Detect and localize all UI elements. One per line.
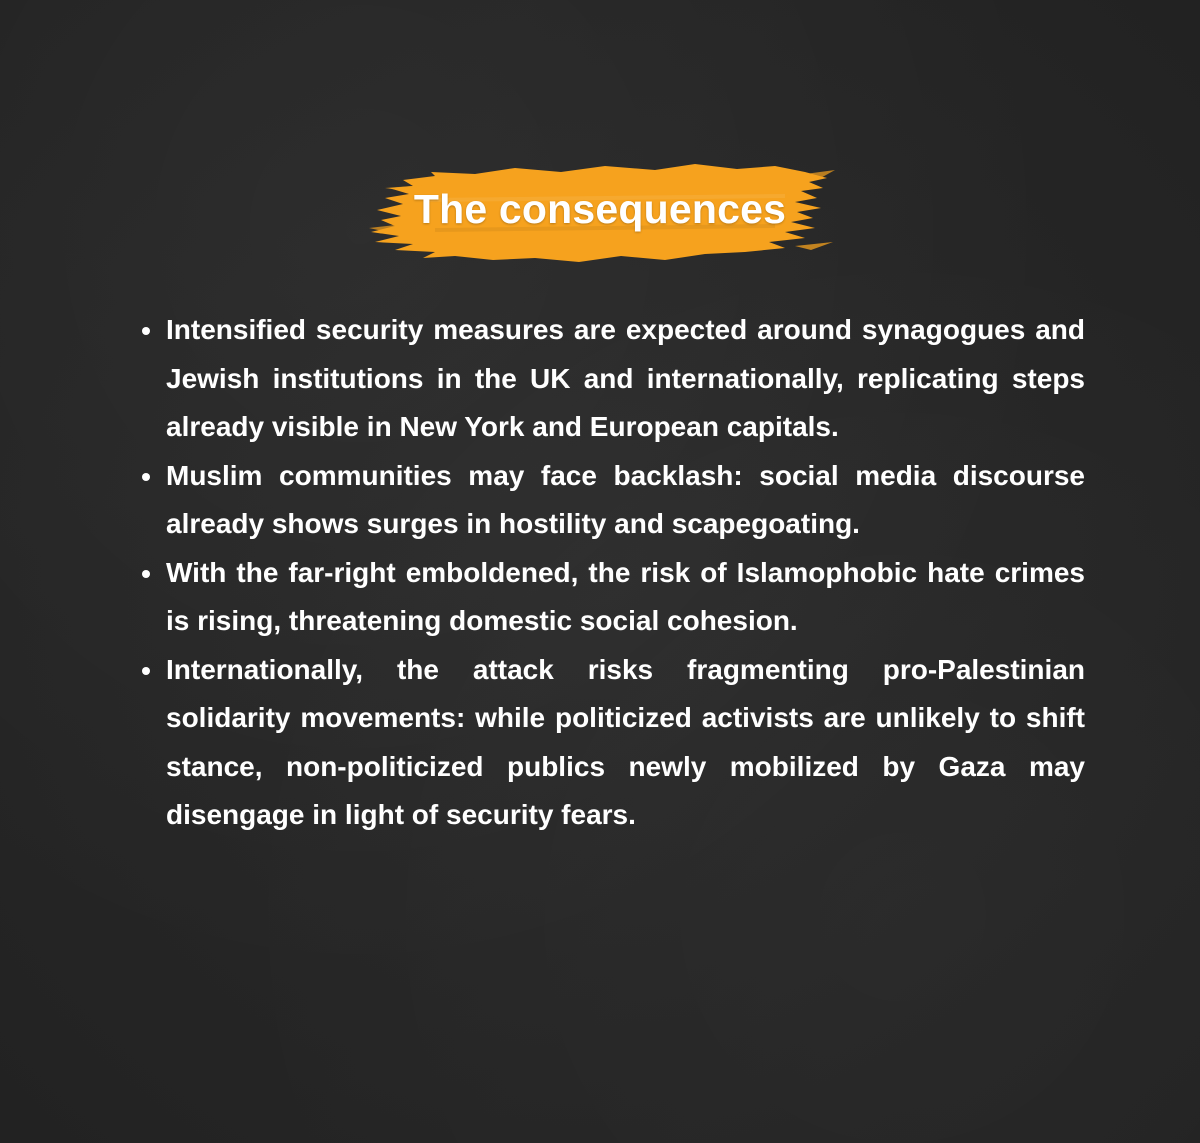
bullet-dot-icon — [142, 667, 150, 675]
list-item — [135, 549, 1085, 646]
page-title: The consequences — [413, 185, 787, 232]
bullet-dot-icon — [142, 327, 150, 335]
list-item-text: Muslim communities may face backlash: social media discourse already shows surges in hostility and scapegoating. — [166, 459, 1085, 539]
list-item — [135, 452, 1085, 549]
list-item — [135, 646, 1085, 840]
list-item — [135, 306, 1085, 452]
consequences-list — [135, 306, 1085, 840]
bullet-dot-icon — [142, 570, 150, 578]
bullet-dot-icon — [142, 473, 150, 481]
list-item-text: Internationally, the attack risks fragmenting pro-Palestinian solidarity movements: while politicized activists are unlikely to shift stance, non-politicized publics newly mobilized by Gaza may disengage in light of security fears. — [166, 653, 1085, 830]
heading-banner — [365, 158, 835, 268]
list-item-text: Intensified security measures are expected around synagogues and Jewish institutions in the UK and internationally, replicating steps already visible in New York and European capitals. — [166, 314, 1085, 442]
list-item-text: With the far-right emboldened, the risk of Islamophobic hate crimes is rising, threatening domestic social cohesion. — [166, 556, 1085, 636]
